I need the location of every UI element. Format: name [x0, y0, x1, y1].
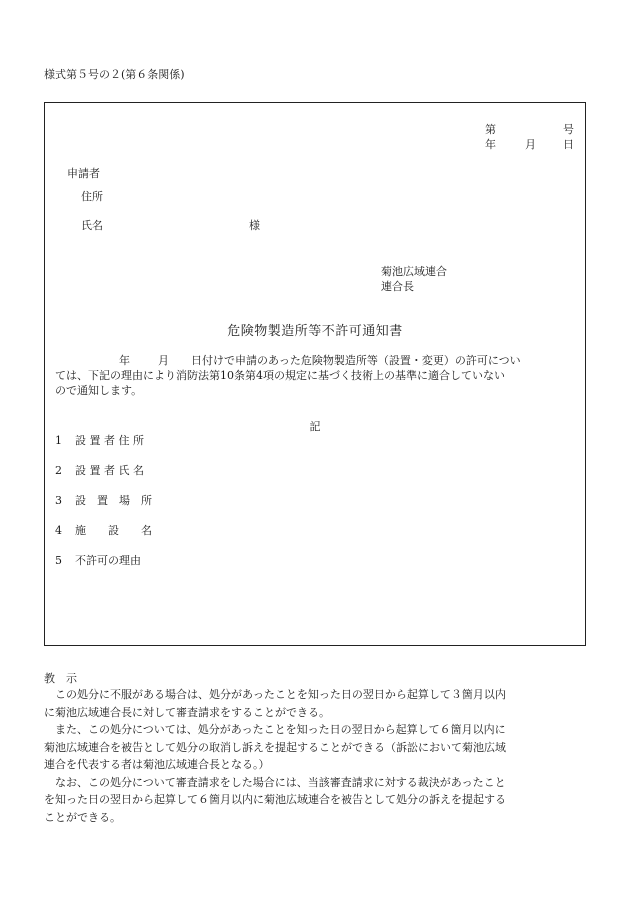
body-line-3: ので通知します。: [55, 384, 143, 397]
instructions-line: を知った日の翌日から起算して６箇月以内に菊池広域連合を被告として処分の訴えを提起する: [44, 793, 506, 806]
item-label: 設 置 者 住 所: [75, 434, 144, 447]
number-suffix: 号: [563, 123, 574, 136]
honorific: 様: [249, 219, 260, 232]
issuer-title: 連合長: [381, 280, 414, 293]
list-item: [55, 462, 144, 478]
list-item: [55, 522, 152, 538]
document-title: 危険物製造所等不許可通知書: [227, 324, 403, 339]
body-line-1: [55, 353, 521, 368]
instructions-heading: 教 示: [44, 672, 77, 685]
item-number: 3: [55, 494, 62, 507]
ki-heading: 記: [309, 420, 321, 433]
body-year: 年: [119, 354, 130, 367]
item-number: 1: [55, 434, 62, 447]
list-item: [55, 492, 152, 508]
body-line-2: ては、下記の理由により消防法第10条第4項の規定に基づく技術上の基準に適合していない: [55, 369, 505, 382]
instructions-line: この処分に不服がある場合は、処分があったことを知った日の翌日から起算して３箇月以内: [44, 688, 506, 701]
item-label: 不許可の理由: [75, 554, 141, 567]
instructions-line: ことができる。: [44, 810, 121, 824]
item-label: 施 設 名: [75, 524, 152, 537]
item-label: 設 置 者 氏 名: [75, 464, 144, 477]
date-year: 年: [485, 138, 496, 151]
applicant-heading: 申請者: [67, 167, 100, 180]
instructions-line: 菊池広域連合を被告として処分の取消し訴えを提起することができる（訴訟において菊池広域: [44, 740, 506, 754]
item-number: 4: [55, 524, 62, 537]
instructions-line: に菊池広域連合長に対して審査請求をすることができる。: [44, 705, 330, 719]
item-number: 5: [55, 554, 62, 567]
number-prefix: 第: [485, 123, 496, 136]
instructions-line: また、この処分については、処分があったことを知った日の翌日から起算して６箇月以内に: [44, 723, 506, 736]
address-label: 住所: [81, 190, 103, 203]
name-label: 氏名: [81, 219, 103, 232]
notice-frame: [44, 102, 586, 646]
list-item: [55, 552, 141, 568]
date-day: 日: [563, 138, 574, 151]
instructions-line: 連合を代表する者は菊池広域連合長となる。）: [44, 758, 270, 771]
item-number: 2: [55, 464, 62, 477]
item-label: 設 置 場 所: [75, 494, 152, 507]
date-month: 月: [525, 138, 536, 151]
issuer-org: 菊池広域連合: [381, 265, 447, 278]
form-label: 様式第５号の２(第６条関係): [44, 68, 185, 81]
instructions-line: なお、この処分について審査請求をした場合には、当該審査請求に対する裁決があったこと: [44, 775, 506, 789]
body-month: 月: [158, 354, 169, 367]
list-item: [55, 432, 144, 448]
body-line-1-rest: 日付けで申請のあった危険物製造所等（設置・変更）の許可につい: [191, 354, 521, 367]
